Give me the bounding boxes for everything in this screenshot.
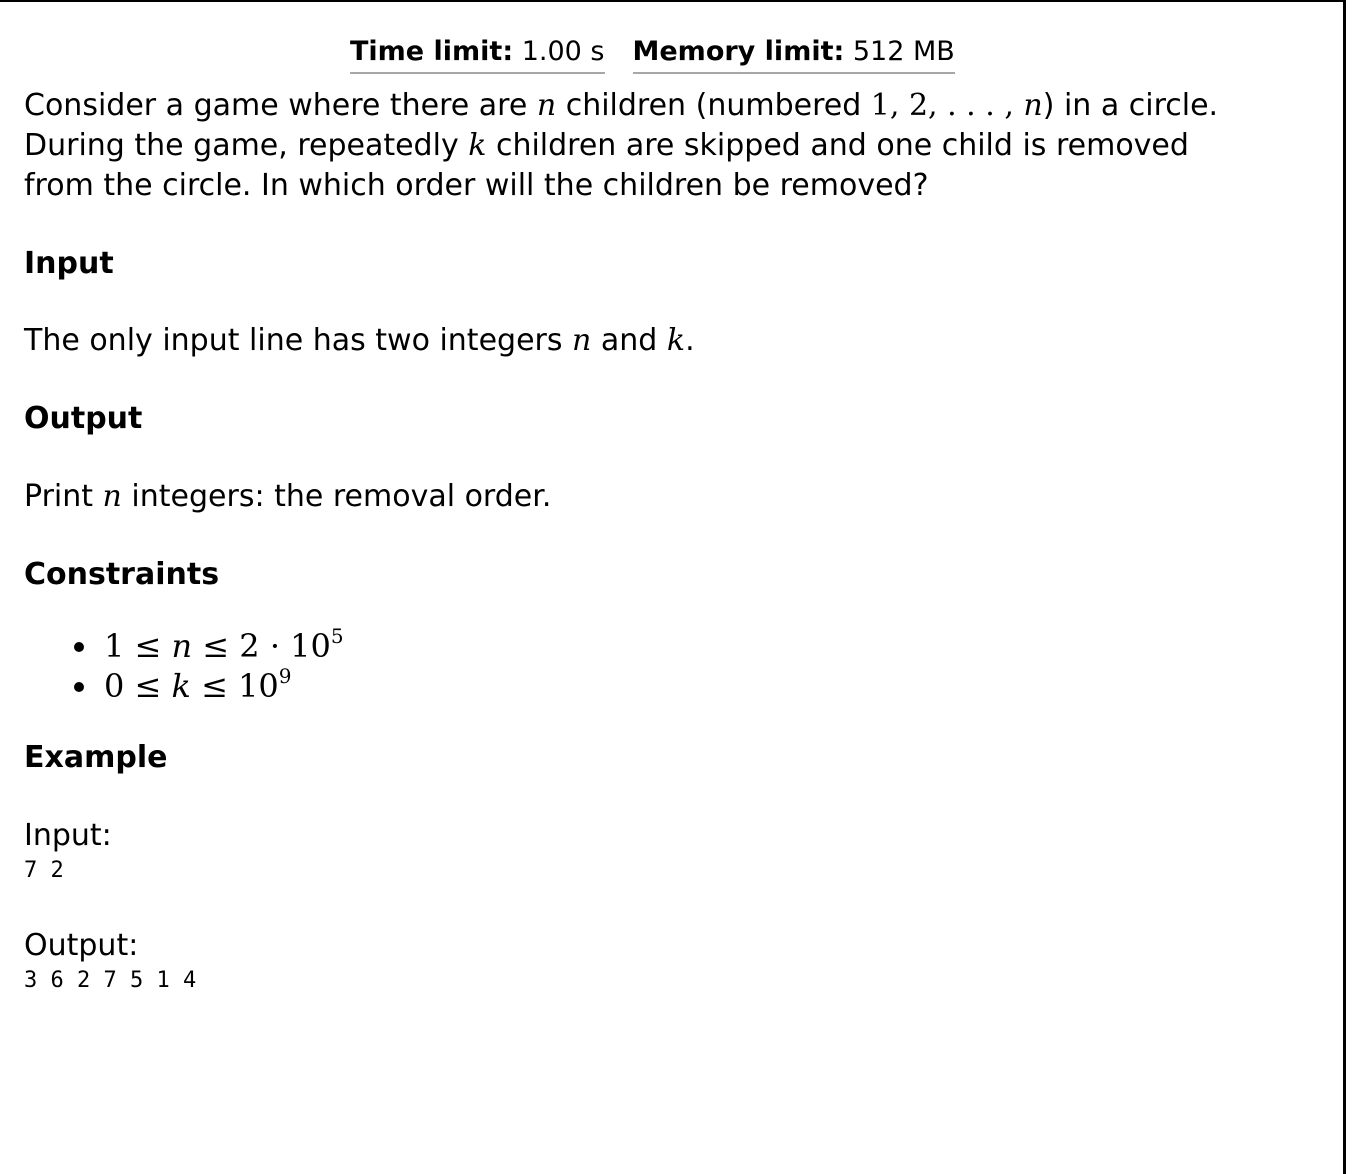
text-span: children are skipped and one child is removed [486,128,1189,163]
text-span: children (numbered [556,88,871,123]
math-var-n: n [102,479,122,514]
constraints-list [74,626,344,706]
text-span: The only input line has two integers [24,323,573,358]
text-span: and [591,323,667,358]
math-text: 1 ≤ [104,627,172,665]
input-description [24,323,695,359]
input-heading: Input [24,246,114,281]
math-var-k: k [171,667,191,705]
text-span: Print [24,479,103,514]
description-line-2 [24,126,1324,166]
example-input-label: Input: [24,818,112,853]
time-limit-value: 1.00 s [521,36,605,67]
math-var-n: n [536,88,557,123]
example-heading: Example [24,740,168,775]
problem-description [24,86,1324,206]
time-limit-label: Time limit: [350,36,514,67]
math-text: ≤ 10 [190,667,279,705]
math-exponent: 5 [330,624,344,648]
math-sequence: 1, 2, . . . , [870,88,1024,123]
memory-limit-label: Memory limit: [632,36,845,67]
math-text: 0 ≤ [104,667,172,705]
constraint-k [74,666,344,706]
text-span: . [685,323,695,358]
math-var-k: k [666,323,686,358]
math-var-n: n [572,323,592,358]
text-span: During the game, repeatedly [24,128,469,163]
math-exponent: 9 [278,664,292,688]
time-limit [350,32,605,74]
example-output-label: Output: [24,928,139,963]
description-line-1 [24,86,1324,126]
text-span: integers: the removal order. [121,479,552,514]
limits-bar [350,32,955,74]
output-heading: Output [24,401,143,436]
math-var-n: n [171,627,193,665]
output-description [24,479,551,515]
constraints-heading: Constraints [24,557,220,592]
example-input-value: 7 2 [24,858,64,883]
memory-limit [633,32,955,74]
math-text: ≤ 2 · 10 [192,627,331,665]
example-output-value: 3 6 2 7 5 1 4 [24,968,197,993]
memory-limit-value: 512 MB [852,36,955,67]
text-span: Consider a game where there are [24,88,537,123]
math-var-k: k [468,128,487,163]
description-line-3: from the circle. In which order will the children be removed? [24,168,929,203]
constraint-n [74,626,344,666]
text-span: ) in a circle. [1042,88,1219,123]
math-var-n: n [1023,88,1043,123]
